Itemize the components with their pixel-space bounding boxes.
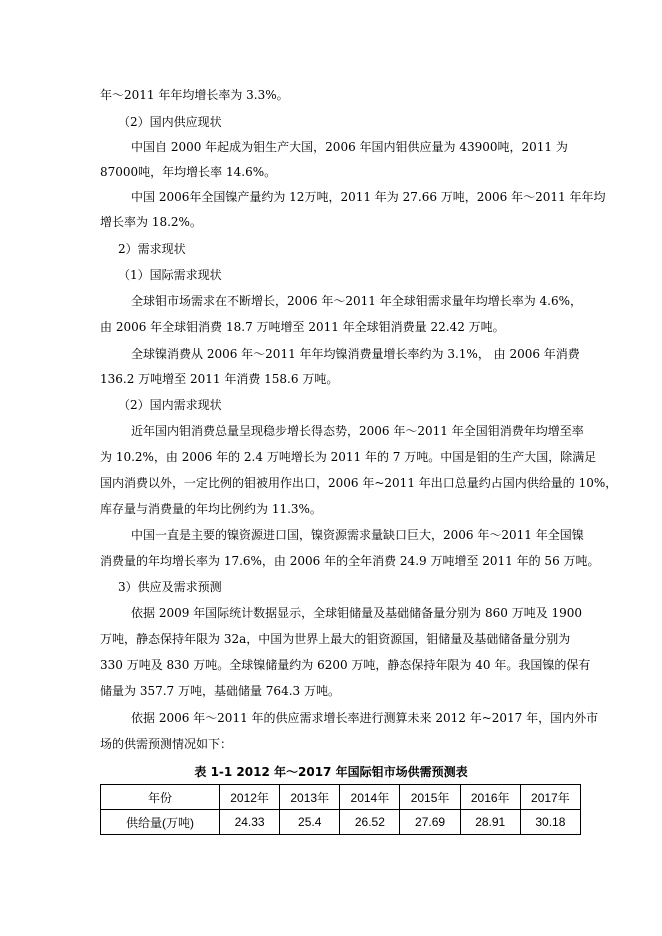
text-line: 库存量与消费量的年均比例约为 11.3%。	[100, 502, 322, 516]
table-row	[101, 810, 581, 835]
text-line: 储量为 357.7 万吨，基础储量 764.3 万吨。	[100, 684, 340, 698]
section-heading: （1）国际需求现状	[118, 268, 222, 282]
text-line: 万吨，静态保持年限为 32a，中国为世界上最大的钼资源国，钼储量及基础储备量分别为	[100, 632, 571, 646]
text-line: 依据 2009 年国际统计数据显示，全球钼储量及基础储备量分别为 860 万吨及 1900	[131, 606, 583, 620]
text-line: 中国 2006年全国镍产量约为 12万吨，2011 年为 27.66 万吨，2006 年～2011 年年均	[131, 190, 606, 204]
table-cell: 供给量(万吨)	[101, 810, 220, 835]
text-line: 中国一直是主要的镍资源进口国，镍资源需求量缺口巨大，2006 年～2011 年全国镍	[131, 528, 584, 542]
text-line: 增长率为 18.2%。	[100, 215, 202, 229]
table-header-cell: 2015年	[400, 785, 460, 810]
table-cell: 24.33	[220, 810, 280, 835]
table-header-cell: 2014年	[340, 785, 400, 810]
text-line: 消费量的年均增长率为 17.6%，由 2006 年的全年消费 24.9 万吨增至 2011 年的 56 万吨。	[100, 554, 600, 568]
text-line: 依据 2006 年～2011 年的供应需求增长率进行测算未来 2012 年~2017 年，国内外市	[131, 711, 599, 725]
text-line: 场的供需预测情况如下：	[100, 737, 233, 751]
forecast-table	[100, 784, 581, 835]
section-heading: （2）国内需求现状	[118, 398, 222, 412]
text-line: 全球钼市场需求在不断增长，2006 年～2011 年全球钼需求量年均增长率为 4.6%，	[131, 294, 583, 308]
table-header-cell: 2017年	[520, 785, 580, 810]
text-line: 136.2 万吨增至 2011 年消费 158.6 万吨。	[100, 372, 339, 386]
table-caption: 表 1-1 2012 年～2017 年国际钼市场供需预测表	[194, 765, 468, 779]
section-heading: 3）供应及需求预测	[118, 580, 222, 594]
text-line: 近年国内钼消费总量呈现稳步增长得态势，2006 年～2011 年全国钼消费年均增至率	[131, 424, 584, 438]
text-line: 全球镍消费从 2006 年～2011 年年均镍消费量增长率约为 3.1%， 由 2006 年消费	[131, 347, 580, 361]
table-cell: 28.91	[460, 810, 520, 835]
text-line: 年～2011 年年均增长率为 3.3%。	[100, 88, 289, 102]
text-line: 87000吨，年均增长率 14.6%。	[100, 165, 277, 179]
table-header-cell: 2012年	[220, 785, 280, 810]
table-cell: 27.69	[400, 810, 460, 835]
table-header-cell: 年份	[101, 785, 220, 810]
text-line: 为 10.2%，由 2006 年的 2.4 万吨增长为 2011 年的 7 万吨。中国是钼的生产大国，除满足	[100, 450, 597, 464]
table-header-cell: 2016年	[460, 785, 520, 810]
text-line: 由 2006 年全球钼消费 18.7 万吨增至 2011 年全球钼消费量 22.42 万吨。	[100, 320, 505, 334]
table-cell: 26.52	[340, 810, 400, 835]
section-heading: 2）需求现状	[118, 242, 186, 256]
table-cell: 25.4	[280, 810, 340, 835]
text-line: 330 万吨及 830 万吨。全球镍储量约为 6200 万吨，静态保持年限为 40 年。我国镍的保有	[100, 658, 591, 672]
text-line: 中国自 2000 年起成为钼生产大国，2006 年国内钼供应量为 43900吨，2011 为	[131, 140, 568, 154]
table-header-cell: 2013年	[280, 785, 340, 810]
section-heading: （2）国内供应现状	[118, 115, 222, 129]
table-cell: 30.18	[520, 810, 580, 835]
text-line: 国内消费以外，一定比例的钼被用作出口，2006 年~2011 年出口总量约占国内供给量的 10%，	[100, 476, 618, 490]
table-header-row	[101, 785, 581, 810]
